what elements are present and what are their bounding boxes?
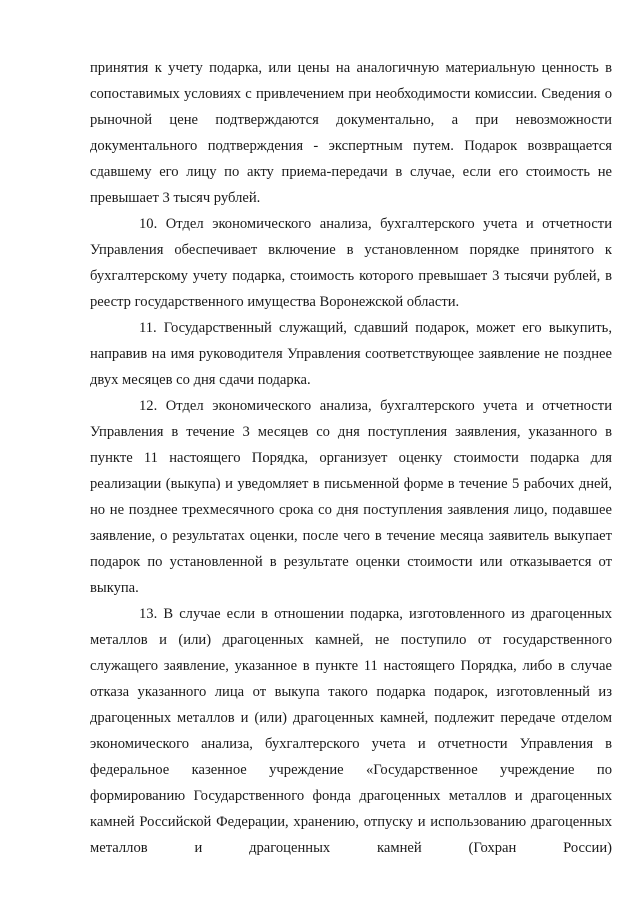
paragraph-item-10: 10. Отдел экономического анализа, бухгалтерского учета и отчетности Управления обеспечивает включение в установленном порядке принятого к бухгалтерскому учету подарка, стоимость которого превышает 3 тысячи рублей, в реестр государственного имущества Воронежской области. <box>90 216 612 310</box>
document-body <box>90 55 612 861</box>
paragraph-item-12: 12. Отдел экономического анализа, бухгалтерского учета и отчетности Управления в течение 3 месяцев со дня поступления заявления, указанного в пункте 11 настоящего Порядка, организует оценку стоимости подарка для реализации (выкупа) и уведомляет в письменной форме в течение 5 рабочих дней, но не позднее трехмесячного срока со дня поступления заявления лицо, подавшее заявление, о результатах оценки, после чего в течение месяца заявитель выкупает подарок по установленной в результате оценки стоимости или отказывается от выкупа. <box>90 398 612 596</box>
paragraph-item-11: 11. Государственный служащий, сдавший подарок, может его выкупить, направив на имя руководителя Управления соответствующее заявление не позднее двух месяцев со дня сдачи подарка. <box>90 320 612 388</box>
paragraph-continuation: принятия к учету подарка, или цены на аналогичную материальную ценность в сопоставимых условиях с привлечением при необходимости комиссии. Сведения о рыночной цене подтверждаются документально, а при невозможности документального подтверждения - экспертным путем. Подарок возвращается сдавшему его лицу по акту приема-передачи в случае, если его стоимость не превышает 3 тысяч рублей. <box>90 60 612 206</box>
paragraph-item-13: 13. В случае если в отношении подарка, изготовленного из драгоценных металлов и (или) драгоценных камней, не поступило от государственного служащего заявление, указанное в пункте 11 настоящего Порядка, либо в случае отказа указанного лица от выкупа такого подарка подарок, изготовленный из драгоценных металлов и (или) драгоценных камней, подлежит передаче отделом экономического анализа, бухгалтерского учета и отчетности Управления в федеральное казенное учреждение «Государственное учреждение по формированию Государственного фонда драгоценных металлов и драгоценных камней Российской Федерации, хранению, отпуску и использованию драгоценных металлов и драгоценных камней (Гохран России) <box>90 606 612 856</box>
